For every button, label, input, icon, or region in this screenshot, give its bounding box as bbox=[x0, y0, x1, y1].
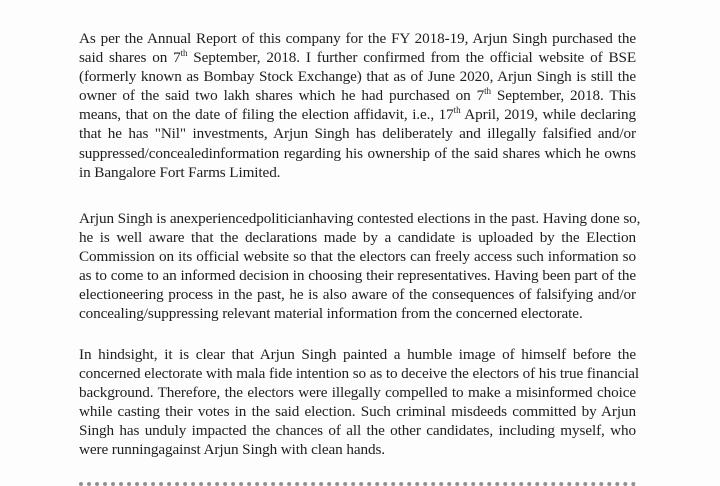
text-line bbox=[79, 48, 636, 67]
cut-off-text-line bbox=[79, 478, 636, 486]
text-line: As per the Annual Report of this company for the FY 2018-19, Arjun Singh purchased the bbox=[79, 30, 636, 47]
text-line: Singh has unduly impacted the chances of all the other candidates, including myself, who bbox=[79, 422, 636, 440]
text-fragment: owner of the said two lakh shares which he had purchased on 7 bbox=[79, 87, 485, 105]
text-line: concerned electorate with mala fide intention so as to deceive the electors of his true financial bbox=[79, 365, 640, 383]
text-line: Arjun Singh is anexperiencedpoliticianhaving contested elections in the past. Having done so, bbox=[79, 210, 641, 227]
text-line: suppressed/concealedinformation regarding his ownership of the said shares which he owns bbox=[79, 144, 636, 162]
text-line: concealing/suppressing relevant material information from the concerned electorate. bbox=[79, 305, 583, 323]
text-line: (formerly known as Bombay Stock Exchange) that as of June 2020, Arjun Singh is still the bbox=[79, 68, 636, 86]
text-fragment: means, that on the date of filing the election affidavit, i.e., 17 bbox=[79, 106, 454, 124]
paragraph-experienced-politician bbox=[79, 209, 641, 324]
text-line: that he has "Nil" investments, Arjun Singh has deliberately and illegally falsified and/or bbox=[79, 125, 636, 143]
paragraph-share-purchase bbox=[79, 29, 636, 182]
ordinal-suffix: th bbox=[453, 105, 461, 116]
text-line: Commission on its official website so that the electors can freely access such information so bbox=[79, 248, 636, 266]
text-fragment: said shares on 7 bbox=[79, 49, 181, 67]
text-fragment: September, 2018. This bbox=[490, 87, 636, 105]
cut-off-ink bbox=[79, 482, 636, 486]
text-line: in Bangalore Fort Farms Limited. bbox=[79, 163, 281, 181]
text-line bbox=[79, 105, 636, 124]
text-line: In hindsight, it is clear that Arjun Singh painted a humble image of himself before the bbox=[79, 346, 636, 363]
text-line bbox=[79, 86, 636, 105]
text-fragment: April, 2019, while declaring bbox=[460, 106, 636, 124]
text-line: background. Therefore, the electors were illegally compelled to make a misinformed choice bbox=[79, 384, 636, 402]
text-line: he is well aware that the declarations made by a candidate is uploaded by the Election bbox=[79, 229, 636, 247]
ordinal-suffix: th bbox=[180, 48, 188, 59]
text-line: as to come to an informed decision in choosing their representatives. Having been part of the bbox=[79, 267, 636, 285]
text-line: while casting their votes in the said election. Such criminal misdeeds committed by Arjun bbox=[79, 403, 636, 421]
text-line: were runningagainst Arjun Singh with clean hands. bbox=[79, 441, 385, 459]
paragraph-hindsight bbox=[79, 345, 640, 460]
ordinal-suffix: th bbox=[484, 86, 491, 97]
text-fragment: September, 2018. I further confirmed from the official website of BSE bbox=[187, 49, 636, 67]
text-line: electioneering process in the past, he is also aware of the consequences of falsifying and/or bbox=[79, 286, 636, 304]
